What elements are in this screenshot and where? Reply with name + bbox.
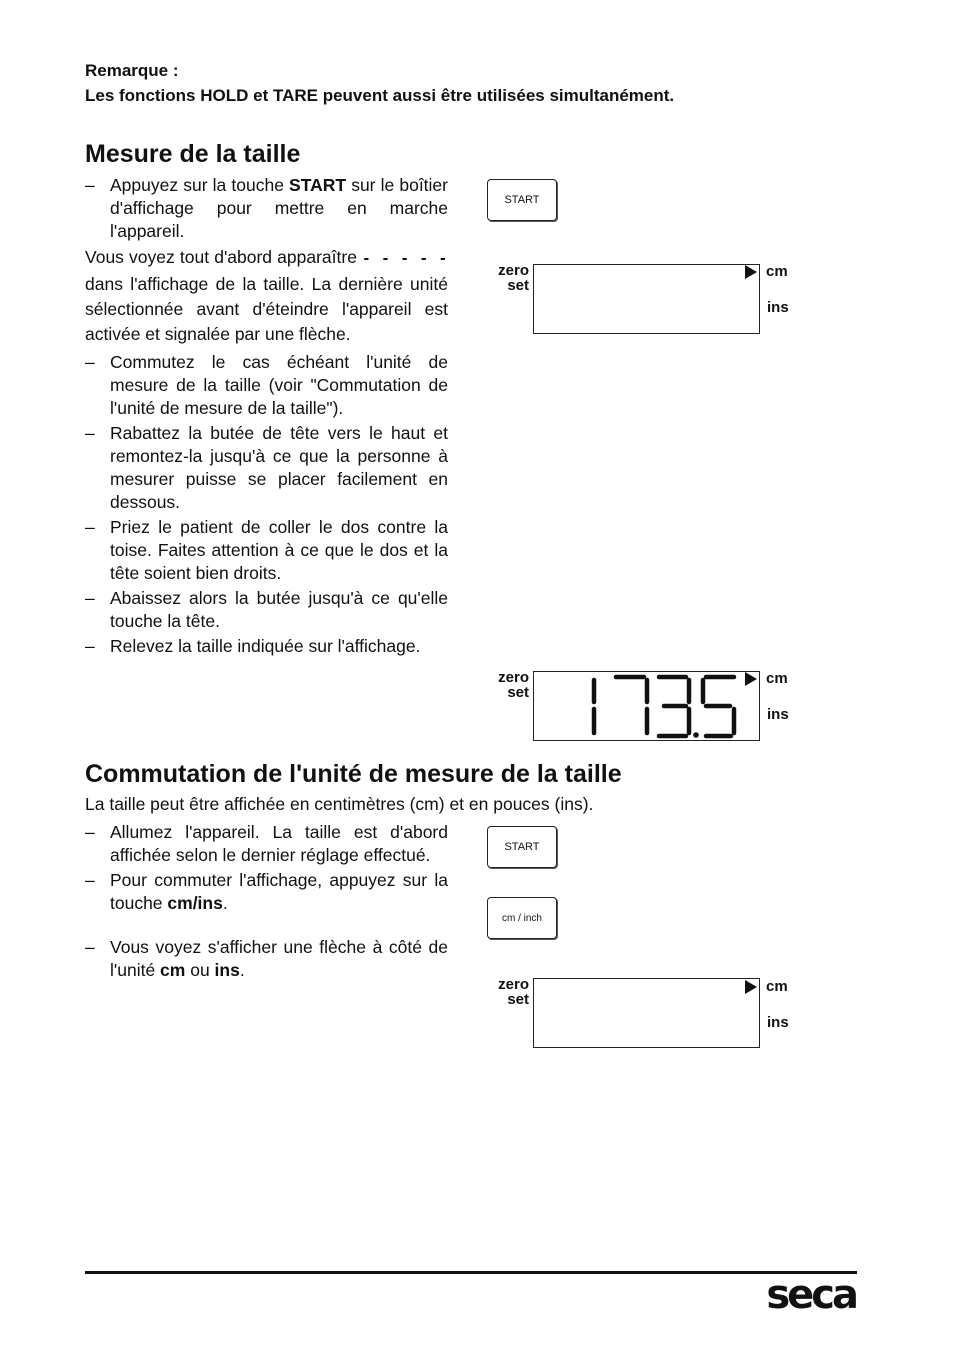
section-heading-unit: Commutation de l'unité de mesure de la taille bbox=[85, 760, 622, 788]
note-title: Remarque : bbox=[85, 61, 179, 80]
section1-text bbox=[85, 174, 448, 660]
height-display bbox=[533, 978, 760, 1048]
list-item: – Allumez l'appareil. La taille est d'abord affichée selon le dernier réglage effectué. bbox=[85, 822, 448, 865]
zero-set-label: zero set bbox=[498, 669, 529, 701]
unit-ins-label: ins bbox=[767, 299, 789, 316]
list-item: – Pour commuter l'affichage, appuyez sur la touche cm/ins. bbox=[85, 870, 448, 913]
paragraph: Vous voyez tout d'abord apparaître - - - - - dans l'affichage de la taille. La dernière unité sélectionnée avant d'éteindre l'appareil est activée et signalée par une flèche. bbox=[85, 247, 448, 344]
unit-cm-label: cm bbox=[766, 978, 788, 995]
section2-intro: La taille peut être affichée en centimètres (cm) et en pouces (ins). bbox=[85, 794, 594, 814]
list-item: – Rabattez la butée de tête vers le haut et remontez-la jusqu'à ce que la personne à mesurer puisse se placer facilement en dessous. bbox=[85, 423, 448, 512]
unit-cm-label: cm bbox=[766, 263, 788, 280]
start-button[interactable]: START bbox=[487, 826, 557, 868]
unit-arrow-icon bbox=[745, 265, 757, 279]
zero-set-label: zero set bbox=[498, 976, 529, 1008]
list-item: – Relevez la taille indiquée sur l'affichage. bbox=[85, 636, 421, 656]
unit-ins-label: ins bbox=[767, 706, 789, 723]
unit-cm-label: cm bbox=[766, 670, 788, 687]
height-display-reading bbox=[533, 671, 760, 741]
list-item: – Priez le patient de coller le dos contre la toise. Faites attention à ce que le dos et la tête soient bien droits. bbox=[85, 517, 448, 583]
note bbox=[85, 58, 674, 108]
height-display bbox=[533, 264, 760, 334]
cm-inch-button[interactable]: cm / inch bbox=[487, 897, 557, 939]
seca-logo: seca bbox=[766, 1272, 856, 1318]
section-heading-height: Mesure de la taille bbox=[85, 140, 301, 168]
list-item: – Vous voyez s'afficher une flèche à côté de l'unité cm ou ins. bbox=[85, 937, 448, 980]
list-item: – Abaissez alors la butée jusqu'à ce qu'elle touche la tête. bbox=[85, 588, 448, 631]
unit-arrow-icon bbox=[745, 672, 757, 686]
unit-ins-label: ins bbox=[767, 1014, 789, 1031]
dashes-indicator: - - - - - bbox=[362, 251, 448, 267]
footer-rule bbox=[85, 1271, 857, 1274]
unit-arrow-icon bbox=[745, 980, 757, 994]
list-item: – Commutez le cas échéant l'unité de mesure de la taille (voir "Commutation de l'unité de mesure de la taille"). bbox=[85, 352, 448, 418]
section2-text bbox=[85, 821, 448, 984]
zero-set-label: zero set bbox=[498, 262, 529, 294]
note-text: Les fonctions HOLD et TARE peuvent aussi être utilisées simultanément. bbox=[85, 86, 675, 105]
start-button[interactable]: START bbox=[487, 179, 557, 221]
lcd-reading bbox=[534, 672, 759, 740]
list-item: – Appuyez sur la touche START sur le boîtier d'affichage pour mettre en marche l'appareil. bbox=[85, 175, 448, 241]
